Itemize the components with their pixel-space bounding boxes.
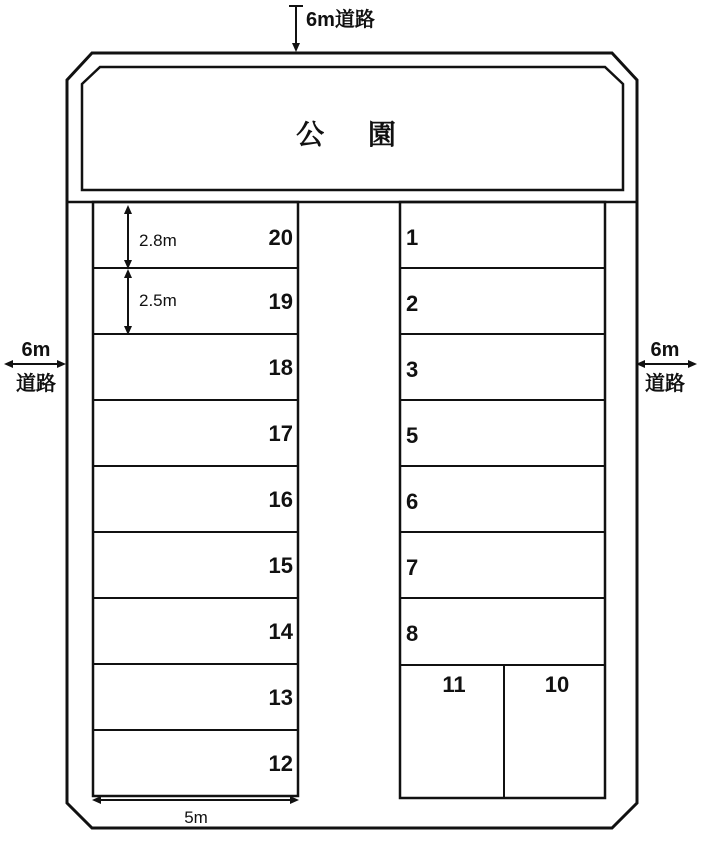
lot-20: 20	[268, 225, 293, 250]
lot-12: 12	[268, 751, 293, 776]
site-boundary	[67, 53, 637, 828]
lot-7: 7	[406, 555, 419, 580]
right-road-label: 道路	[645, 373, 685, 395]
lot-13: 13	[268, 685, 293, 710]
lot-1: 1	[406, 225, 419, 250]
left-lot-block	[93, 202, 298, 796]
lot-8: 8	[406, 621, 419, 646]
lot-15: 15	[268, 553, 293, 578]
lot-14: 14	[268, 619, 293, 644]
lot-2: 2	[406, 291, 419, 316]
dim-row-first: 2.8m	[139, 231, 177, 250]
lot-19: 19	[268, 289, 293, 314]
lot-18: 18	[268, 355, 293, 380]
lot-11: 11	[442, 672, 466, 697]
lot-17: 17	[268, 421, 293, 446]
lot-6: 6	[406, 489, 419, 514]
park-label: 公 園	[296, 119, 414, 150]
lot-5: 5	[406, 423, 419, 448]
left-road-label: 道路	[16, 373, 56, 395]
dim-lot-width: 5m	[184, 808, 208, 827]
right-road-width: 6m	[650, 339, 680, 361]
lot-16: 16	[268, 487, 293, 512]
top-road-label: 6m道路	[306, 9, 375, 31]
dim-row-other: 2.5m	[139, 291, 177, 310]
lot-3: 3	[406, 357, 419, 382]
lot-10: 10	[544, 672, 570, 697]
right-lot-block	[400, 202, 605, 798]
left-road-width: 6m	[21, 339, 51, 361]
